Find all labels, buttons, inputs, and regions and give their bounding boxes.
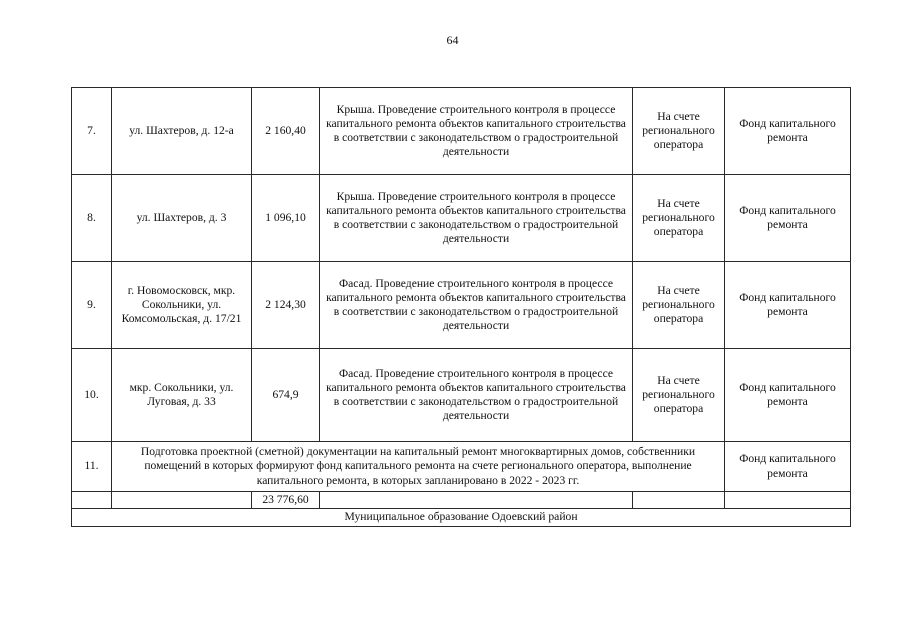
row-number: 10.: [72, 349, 112, 442]
table-row: [72, 442, 851, 492]
address-cell: мкр. Сокольники, ул. Луговая, д. 33: [112, 349, 252, 442]
work-description-cell: Подготовка проектной (сметной) документации на капитальный ремонт многоквартирных домов, собственники помещений в которых формируют фонд капитального ремонта на счете регионального оператора, выполнение капитального ремонта, в которых запланировано в 2022 - 2023 гг.: [112, 442, 725, 492]
address-cell: г. Новомосковск, мкр. Сокольники, ул. Комсомольская, д. 17/21: [112, 262, 252, 349]
address-cell: ул. Шахтеров, д. 3: [112, 175, 252, 262]
funding-source-cell: Фонд капитального ремонта: [725, 442, 851, 492]
area-cell: 1 096,10: [252, 175, 320, 262]
table-row: [72, 88, 851, 175]
total-area-cell: 23 776,60: [252, 492, 320, 509]
empty-cell: [112, 492, 252, 509]
table-row: [72, 349, 851, 442]
table-row: [72, 175, 851, 262]
funding-scheme-cell: На счете регионального оператора: [633, 349, 725, 442]
funding-source-cell: Фонд капитального ремонта: [725, 88, 851, 175]
funding-source-cell: Фонд капитального ремонта: [725, 349, 851, 442]
row-number: 7.: [72, 88, 112, 175]
empty-cell: [320, 492, 633, 509]
empty-cell: [725, 492, 851, 509]
work-description-cell: Крыша. Проведение строительного контроля в процессе капитального ремонта объектов капитального строительства в соответствии с законодательством о градостроительной деятельности: [320, 88, 633, 175]
section-header-row: [72, 509, 851, 527]
area-cell: 2 160,40: [252, 88, 320, 175]
work-description-cell: Фасад. Проведение строительного контроля в процессе капитального ремонта объектов капитального строительства в соответствии с законодательством о градостроительной деятельности: [320, 262, 633, 349]
work-description-cell: Крыша. Проведение строительного контроля в процессе капитального ремонта объектов капитального строительства в соответствии с законодательством о градостроительной деятельности: [320, 175, 633, 262]
empty-cell: [72, 492, 112, 509]
section-title: Муниципальное образование Одоевский район: [72, 509, 851, 527]
row-number: 8.: [72, 175, 112, 262]
funding-source-cell: Фонд капитального ремонта: [725, 175, 851, 262]
work-description-cell: Фасад. Проведение строительного контроля в процессе капитального ремонта объектов капитального строительства в соответствии с законодательством о градостроительной деятельности: [320, 349, 633, 442]
table-row: [72, 262, 851, 349]
funding-scheme-cell: На счете регионального оператора: [633, 262, 725, 349]
row-number: 9.: [72, 262, 112, 349]
total-row: [72, 492, 851, 509]
area-cell: 2 124,30: [252, 262, 320, 349]
funding-scheme-cell: На счете регионального оператора: [633, 88, 725, 175]
address-cell: ул. Шахтеров, д. 12-а: [112, 88, 252, 175]
area-cell: 674,9: [252, 349, 320, 442]
page-number: 64: [446, 33, 459, 47]
row-number: 11.: [72, 442, 112, 492]
funding-scheme-cell: На счете регионального оператора: [633, 175, 725, 262]
capital-repair-table: [71, 87, 851, 527]
empty-cell: [633, 492, 725, 509]
funding-source-cell: Фонд капитального ремонта: [725, 262, 851, 349]
